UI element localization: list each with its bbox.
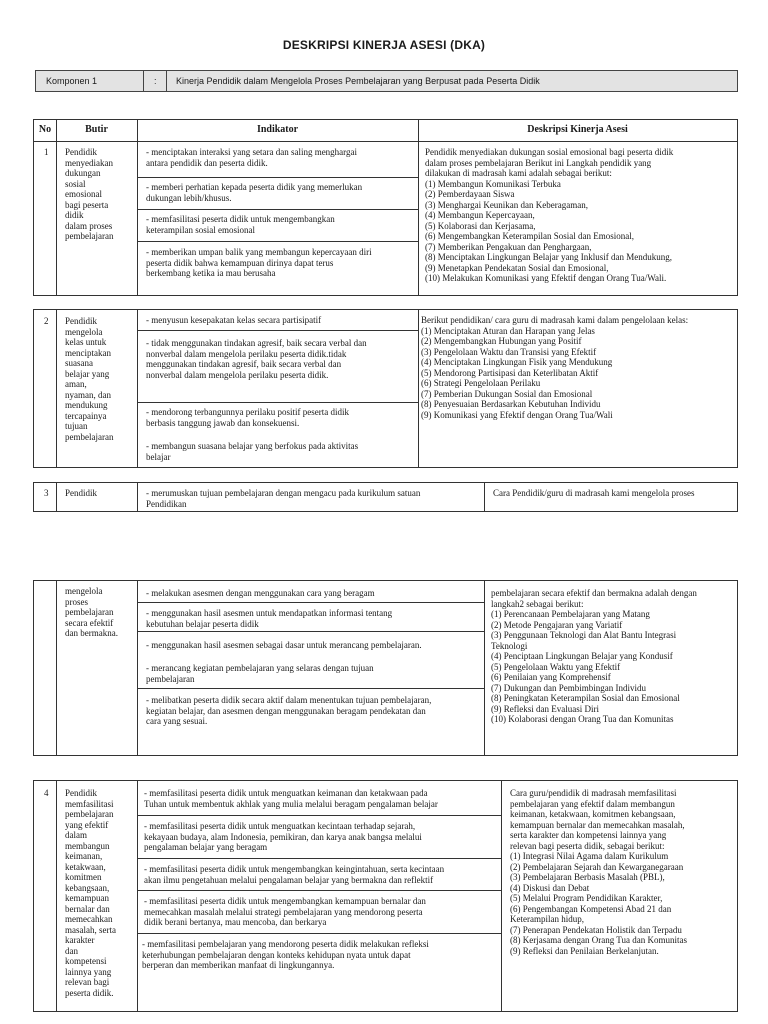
indikator-item: - memfasilitasi peserta didik untuk menguatkan keimanan dan ketakwaan pada Tuhan untuk membentuk akhlak yang mulia melalui beragam pengalaman belajar bbox=[144, 788, 438, 809]
table-row-3-continued bbox=[33, 580, 738, 756]
row-deskripsi: pembelajaran secara efektif dan bermakna adalah dengan langkah2 sebagai berikut: (1) Perencanaan Pembelajaran yang Matang (2) Metode Pengajaran yang Variatif (3) Penggunaan Teknologi dan Alat Bantu Integrasi Teknologi (4) Penciptaan Lingkungan Belajar yang Kondusif (5) Pengelolaan Waktu yang Efektif (6) Penilaian yang Komprehensif (7) Dukungan dan Pembimbingan Individu (8) Peningkatan Keterampilan Sosial dan Emosional (9) Refleksi dan Evaluasi Diri (10) Kolaborasi dengan Orang Tua dan Komunitas bbox=[491, 588, 697, 724]
row-butir: mengelola proses pembelajaran secara efektif dan bermakna. bbox=[65, 586, 118, 638]
row-no: 3 bbox=[44, 488, 49, 498]
table-row-3 bbox=[33, 482, 738, 512]
indikator-item: - merumuskan tujuan pembelajaran dengan mengacu pada kurikulum satuan Pendidikan bbox=[146, 488, 421, 509]
row-butir: Pendidik memfasilitasi pembelajaran yang efektif dalam membangun keimanan, ketakwaan, komitmen kebangsaan, kemampuan bernalar dan memecahkan masalah, serta karakter dan kompetensi lainnya yang relevan bagi peserta didik. bbox=[65, 788, 116, 998]
row-deskripsi: Berikut pendidikan/ cara guru di madrasah kami dalam pengelolaan kelas: (1) Menciptakan Aturan dan Harapan yang Jelas (2) Mengembangkan Hubungan yang Positif (3) Pengelolaan Waktu dan Transisi yang Efektif (4) Menciptakan Lingkungan Fisik yang Mendukung (5) Mendorong Partisipasi dan Keterlibatan Aktif (6) Strategi Pengelolaan Perilaku (7) Pemberian Dukungan Sosial dan Emosional (8) Penyesuaian Berdasarkan Kebutuhan Individu (9) Komunikasi yang Efektif dengan Orang Tua/Wali bbox=[421, 315, 689, 420]
row-no: 1 bbox=[44, 147, 49, 157]
row-deskripsi: Cara Pendidik/guru di madrasah kami mengelola proses bbox=[493, 488, 695, 498]
indikator-item: - menyusun kesepakatan kelas secara partisipatif bbox=[146, 315, 322, 325]
indikator-item: - memfasilitasi peserta didik untuk mengembangkan keterampilan sosial emosional bbox=[146, 214, 335, 235]
indikator-item: - memfasilitasi peserta didik untuk menguatkan kecintaan terhadap sejarah, kekayaan budaya, alam Indonesia, pemikiran, dan karya anak bangsa melalui pengalaman belajar yang beragam bbox=[144, 821, 422, 852]
table-row-4 bbox=[33, 780, 738, 1012]
document-title: DESKRIPSI KINERJA ASESI (DKA) bbox=[282, 38, 486, 52]
row-deskripsi: Cara guru/pendidik di madrasah memfasilitasi pembelajaran yang efektif dalam membangun keimanan, ketakwaan, komitmen kebangsaan, kemampuan bernalar dan memecahkan masalah, serta karakter dan kompetensi lainnya yang relevan bagi peserta didik, sebagai berikut: (1) Integrasi Nilai Agama dalam Kurikulum (2) Pembelajaran Sejarah dan Kewarganegaraan (3) Pembelajaran Berbasis Masalah (PBL), (4) Diskusi dan Debat (5) Melalui Program Pendidikan Karakter, (6) Pengembangan Kompetensi Abad 21 dan Keterampilan hidup, (7) Penerapan Pendekatan Holistik dan Terpadu (8) Kerjasama dengan Orang Tua dan Komunitas (9) Refleksi dan Penilaian Berkelanjutan. bbox=[510, 788, 687, 956]
indikator-item: - membangun suasana belajar yang berfokus pada aktivitas belajar bbox=[146, 441, 359, 462]
indikator-item: - tidak menggunakan tindakan agresif, baik secara verbal dan nonverbal dalam mengelola perilaku peserta didik.tidak menggunakan tindakan agresif, baik secara verbal dan nonverbal dalam mengelola perilaku peserta didik. bbox=[146, 338, 367, 380]
header-indikator: Indikator bbox=[256, 124, 299, 135]
row-no: 2 bbox=[44, 316, 49, 326]
row-butir: Pendidik menyediakan dukungan sosial emosional bagi peserta didik dalam proses pembelajaran bbox=[65, 147, 114, 241]
indikator-item: - memfasilitasi peserta didik untuk mengembangkan kemampuan bernalar dan memecahkan masalah melalui strategi pembelajaran yang mendorong peserta didik berani bertanya, mau mencoba, dan berkarya bbox=[144, 896, 426, 927]
row-butir: Pendidik mengelola kelas untuk menciptakan suasana belajar yang aman, nyaman, dan mendukung tercapainya tujuan pembelajaran bbox=[65, 316, 114, 442]
indikator-item: - menciptakan interaksi yang setara dan saling menghargai antara pendidik dan peserta didik. bbox=[146, 147, 358, 168]
row-no: 4 bbox=[44, 788, 49, 798]
table-row-2 bbox=[33, 309, 738, 468]
indikator-item: - memfasilitasi pembelajaran yang mendorong peserta didik melakukan refleksi keterhubungan pembelajaran dengan konteks kehidupan nyata untuk dapat berperan dan memberikan manfaat di lingkungannya. bbox=[142, 939, 429, 970]
row-deskripsi: Pendidik menyediakan dukungan sosial emosional bagi peserta didik dalam proses pembelajaran Berikut ini Langkah pendidik yang dilakukan di madrasah kami adalah sebagai berikut: (1) Membangun Komunikasi Terbuka (2) Pemberdayaan Siswa (3) Menghargai Keunikan dan Keberagaman, (4) Membangun Kepercayaan, (5) Kolaborasi dan Kerjasama, (6) Mengembangkan Keterampilan Sosial dan Emosional, (7) Memberikan Pengakuan dan Penghargaan, (8) Menciptakan Lingkungan Belajar yang Inklusif dan Mendukung, (9) Menetapkan Pendekatan Sosial dan Emosional, (10) Melakukan Komunikasi yang Efektif dengan Orang Tua/Wali. bbox=[425, 147, 674, 283]
indikator-item: - melibatkan peserta didik secara aktif dalam menentukan tujuan pembelajaran, kegiatan belajar, dan asesmen dengan menggunakan beragam pendekatan dan cara yang sesuai. bbox=[146, 695, 432, 726]
indikator-item: - menggunakan hasil asesmen sebagai dasar untuk merancang pembelajaran. bbox=[146, 640, 422, 650]
header-no: No bbox=[38, 124, 52, 135]
komponen-value: Kinerja Pendidik dalam Mengelola Proses Pembelajaran yang Berpusat pada Peserta Didik bbox=[176, 76, 540, 86]
table-header-row1 bbox=[33, 119, 738, 296]
komponen-bar bbox=[35, 70, 738, 92]
komponen-label: Komponen 1 bbox=[46, 76, 98, 86]
indikator-item: - memberikan umpan balik yang membangun kepercayaan diri peserta didik bahwa kemampuan dirinya dapat terus berkembang ketika ia mau berusaha bbox=[146, 247, 372, 278]
komponen-colon: : bbox=[154, 76, 157, 86]
indikator-item: - mendorong terbangunnya perilaku positif peserta didik berbasis tanggung jawab dan konsekuensi. bbox=[146, 407, 349, 428]
indikator-item: - memfasilitasi peserta didik untuk mengembangkan keingintahuan, serta kecintaan akan ilmu pengetahuan melalui pengalaman belajar yang bermakna dan reflektif bbox=[144, 864, 445, 885]
indikator-item: - memberi perhatian kepada peserta didik yang memerlukan dukungan lebih/khusus. bbox=[146, 182, 363, 203]
row-butir: Pendidik bbox=[65, 488, 98, 498]
indikator-item: - merancang kegiatan pembelajaran yang selaras dengan tujuan pembelajaran bbox=[146, 663, 374, 684]
indikator-item: - menggunakan hasil asesmen untuk mendapatkan informasi tentang kebutuhan belajar peserta didik bbox=[146, 608, 393, 629]
header-butir: Butir bbox=[85, 124, 108, 135]
header-deskripsi: Deskripsi Kinerja Asesi bbox=[527, 124, 628, 135]
indikator-item: - melakukan asesmen dengan menggunakan cara yang beragam bbox=[146, 588, 375, 598]
